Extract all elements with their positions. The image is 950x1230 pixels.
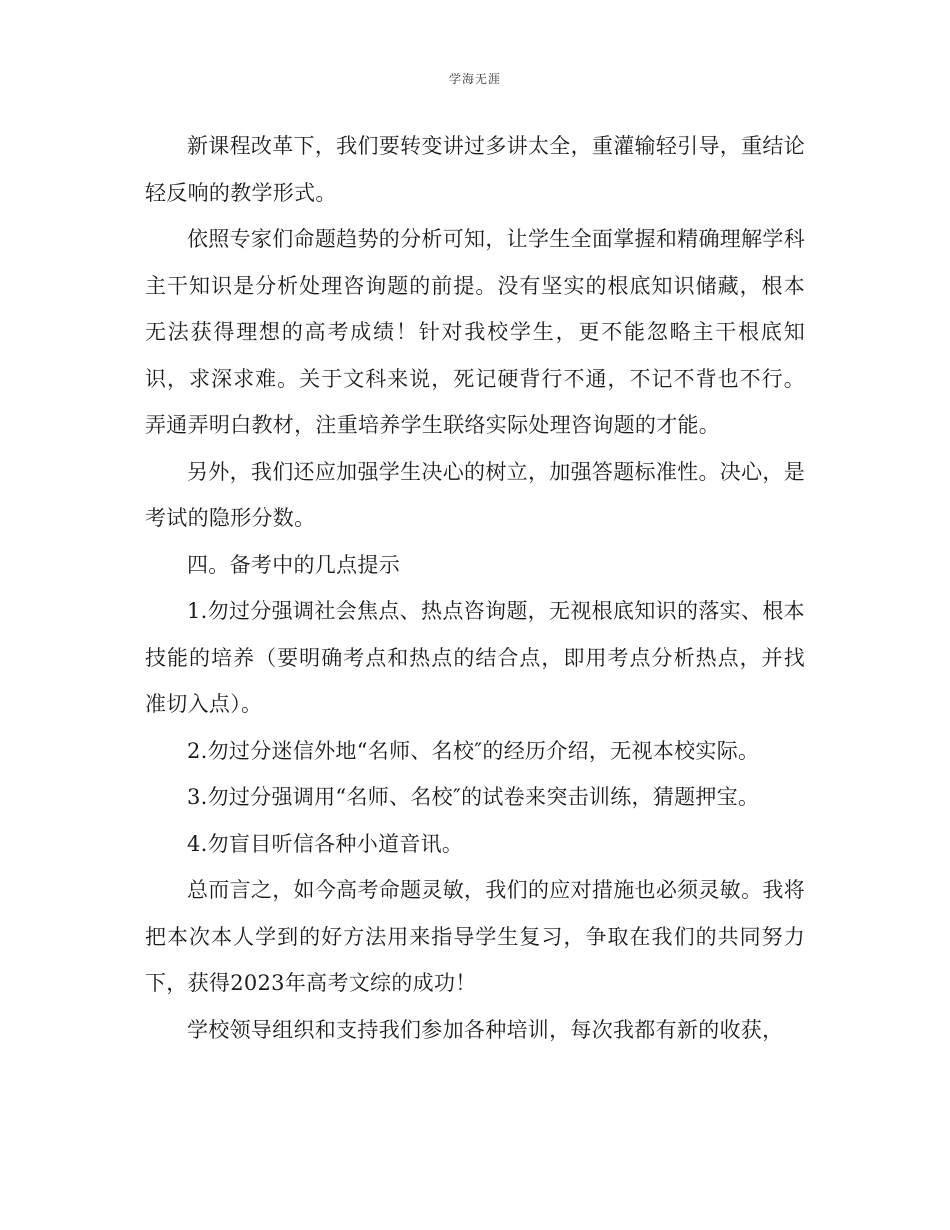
document-body	[145, 123, 805, 1053]
paragraph: 另外，我们还应加强学生决心的树立，加强答题标准性。决心，是考试的隐形分数。	[145, 459, 805, 530]
paragraph: 新课程改革下，我们要转变讲过多讲太全，重灌输轻引导，重结论轻反响的教学形式。	[145, 134, 805, 205]
paragraph: 学校领导组织和支持我们参加各种培训，每次我都有新的收获，	[187, 1017, 784, 1042]
list-item: 3.勿过分强调用“名师、名校″的试卷来突击训练，猜题押宝。	[187, 785, 760, 809]
page-header: 学海无涯	[448, 72, 501, 86]
list-item: 4.勿盲目听信各种小道音讯。	[187, 831, 464, 856]
list-item: 2.勿过分迷信外地“名师、名校″的经历介绍，无视本校实际。	[187, 738, 760, 763]
list-item: 1.勿过分强调社会焦点、热点咨询题，无视根底知识的落实、根本技能的培养（要明确考点和热点的结合点，即用考点分析热点，并找准切入点）。	[145, 599, 805, 716]
paragraph: 总而言之，如今高考命题灵敏，我们的应对措施也必须灵敏。我将把本次本人学到的好方法用来指导学生复习，争取在我们的共同努力下，获得2023年高考文综的成功！	[145, 878, 805, 995]
paragraph: 依照专家们命题趋势的分析可知，让学生全面掌握和精确理解学科主干知识是分析处理咨询题的前提。没有坚实的根底知识储藏，根本无法获得理想的高考成绩！针对我校学生，更不能忽略主干根底知识，求深求难。关于文科来说，死记硬背行不通，不记不背也不行。弄通弄明白教材，注重培养学生联络实际处理咨询题的才能。	[145, 227, 805, 437]
section-heading: 四。备考中的几点提示	[187, 552, 400, 577]
